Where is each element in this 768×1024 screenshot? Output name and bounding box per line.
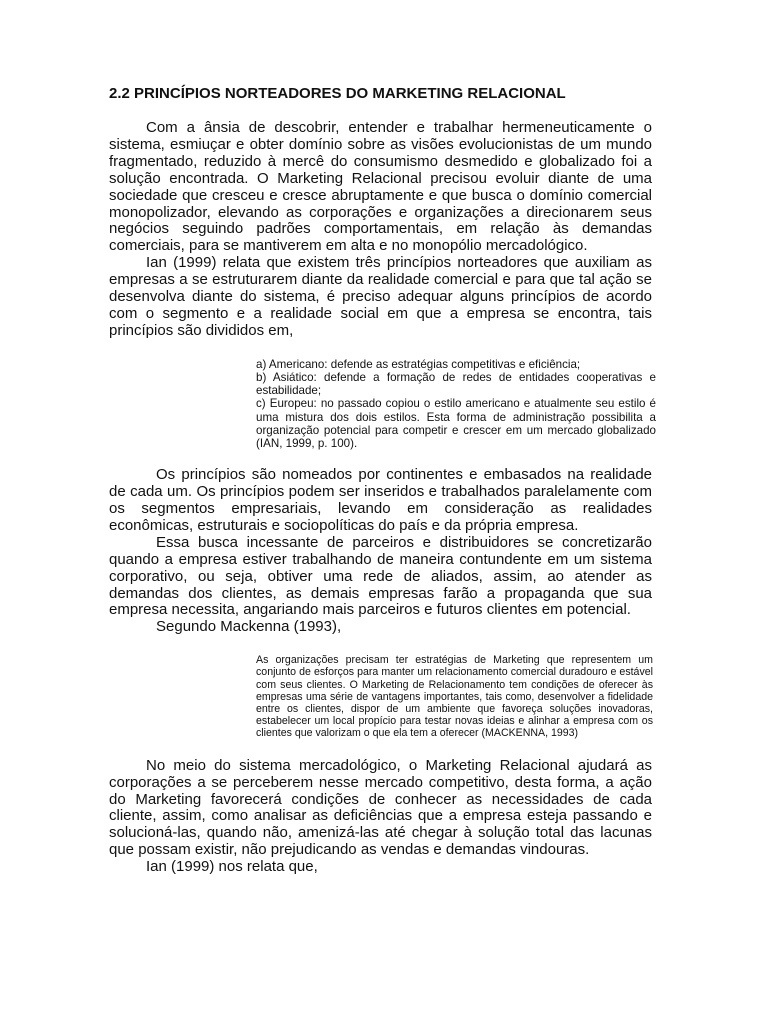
quote-item-a: a) Americano: defende as estratégias competitivas e eficiência; <box>256 357 581 371</box>
block-quote-principles <box>256 358 656 450</box>
paragraph: Essa busca incessante de parceiros e distribuidores se concretizarão quando a empresa estiver trabalhando de maneira contundente em um sistema corporativo, ou seja, obtiver uma rede de aliados, assim, ao atender as demandas dos clientes, as demais empresas farão a propaganda que sua empresa necessita, angariando mais parceiros e futuros clientes em potencial. <box>109 533 652 619</box>
document-body <box>109 84 656 876</box>
quote-text: As organizações precisam ter estratégias de Marketing que representem um conjunto de esforços para manter um relacionamento comercial duradouro e estável com seus clientes. O Marketing de Relacionamento tem condições de oferecer às empresas uma série de vantagens importantes, tais como, desenvolver a fidelidade entre os clientes, dispor de um ambiente que favoreça soluções inovadoras, estabelecer um local propício para testar novas ideias e alinhar a empresa com os clientes que valorizam o que ela tem a oferecer (MACKENNA, 1993) <box>256 654 653 740</box>
paragraph: Os princípios são nomeados por continentes e embasados na realidade de cada um. Os princípios podem ser inseridos e trabalhados paralelamente com os segmentos empresariais, levando em consideração as realidades econômicas, estruturais e sociopolíticas do país e da própria empresa. <box>109 466 652 534</box>
paragraph: No meio do sistema mercadológico, o Marketing Relacional ajudará as corporações a se perceberem nesse mercado competitivo, desta forma, a ação do Marketing favorecerá condições de conhecer as necessidades de cada cliente, assim, como analisar as deficiências que a empresa esteja passando e solucioná-las, quando não, amenizá-las até chegar à solução total das lacunas que possam existir, não prejudicando as vendas e demandas vindouras. <box>109 756 652 859</box>
block-quote-mackenna <box>256 654 653 739</box>
paragraph: Ian (1999) nos relata que, <box>146 858 318 876</box>
quote-item-c: c) Europeu: no passado copiou o estilo americano e atualmente seu estilo é uma mistura dos dois estilos. Esta forma de administração possibilita a organização potencial para competir e crescer em um mercado globalizado (IAN, 1999, p. 100). <box>256 397 656 450</box>
paragraph: Com a ânsia de descobrir, entender e trabalhar hermeneuticamente o sistema, esmiuçar e obter domínio sobre as visões evolucionistas de um mundo fragmentado, reduzido à mercê do consumismo desmedido e globalizado foi a solução encontrada. O Marketing Relacional precisou evoluir diante de uma sociedade que cresceu e cresce abruptamente e que busca o domínio comercial monopolizador, elevando as corporações e organizações a direcionarem seus negócios seguindo padrões comportamentais, em relação às demandas comerciais, para se mantiverem em alta e no monopólio mercadológico. <box>109 119 652 255</box>
quote-item-b: b) Asiático: defende a formação de redes de entidades cooperativas e estabilidade; <box>256 370 656 398</box>
paragraph: Segundo Mackenna (1993), <box>156 618 342 636</box>
section-heading: 2.2 PRINCÍPIOS NORTEADORES DO MARKETING RELACIONAL <box>109 85 566 102</box>
paragraph: Ian (1999) relata que existem três princípios norteadores que auxiliam as empresas a se estruturarem diante da realidade comercial e para que tal ação se desenvolva diante do sistema, é preciso adequar alguns princípios de acordo com o segmento e a realidade social em que a empresa se encontra, tais princípios são divididos em, <box>109 254 652 339</box>
